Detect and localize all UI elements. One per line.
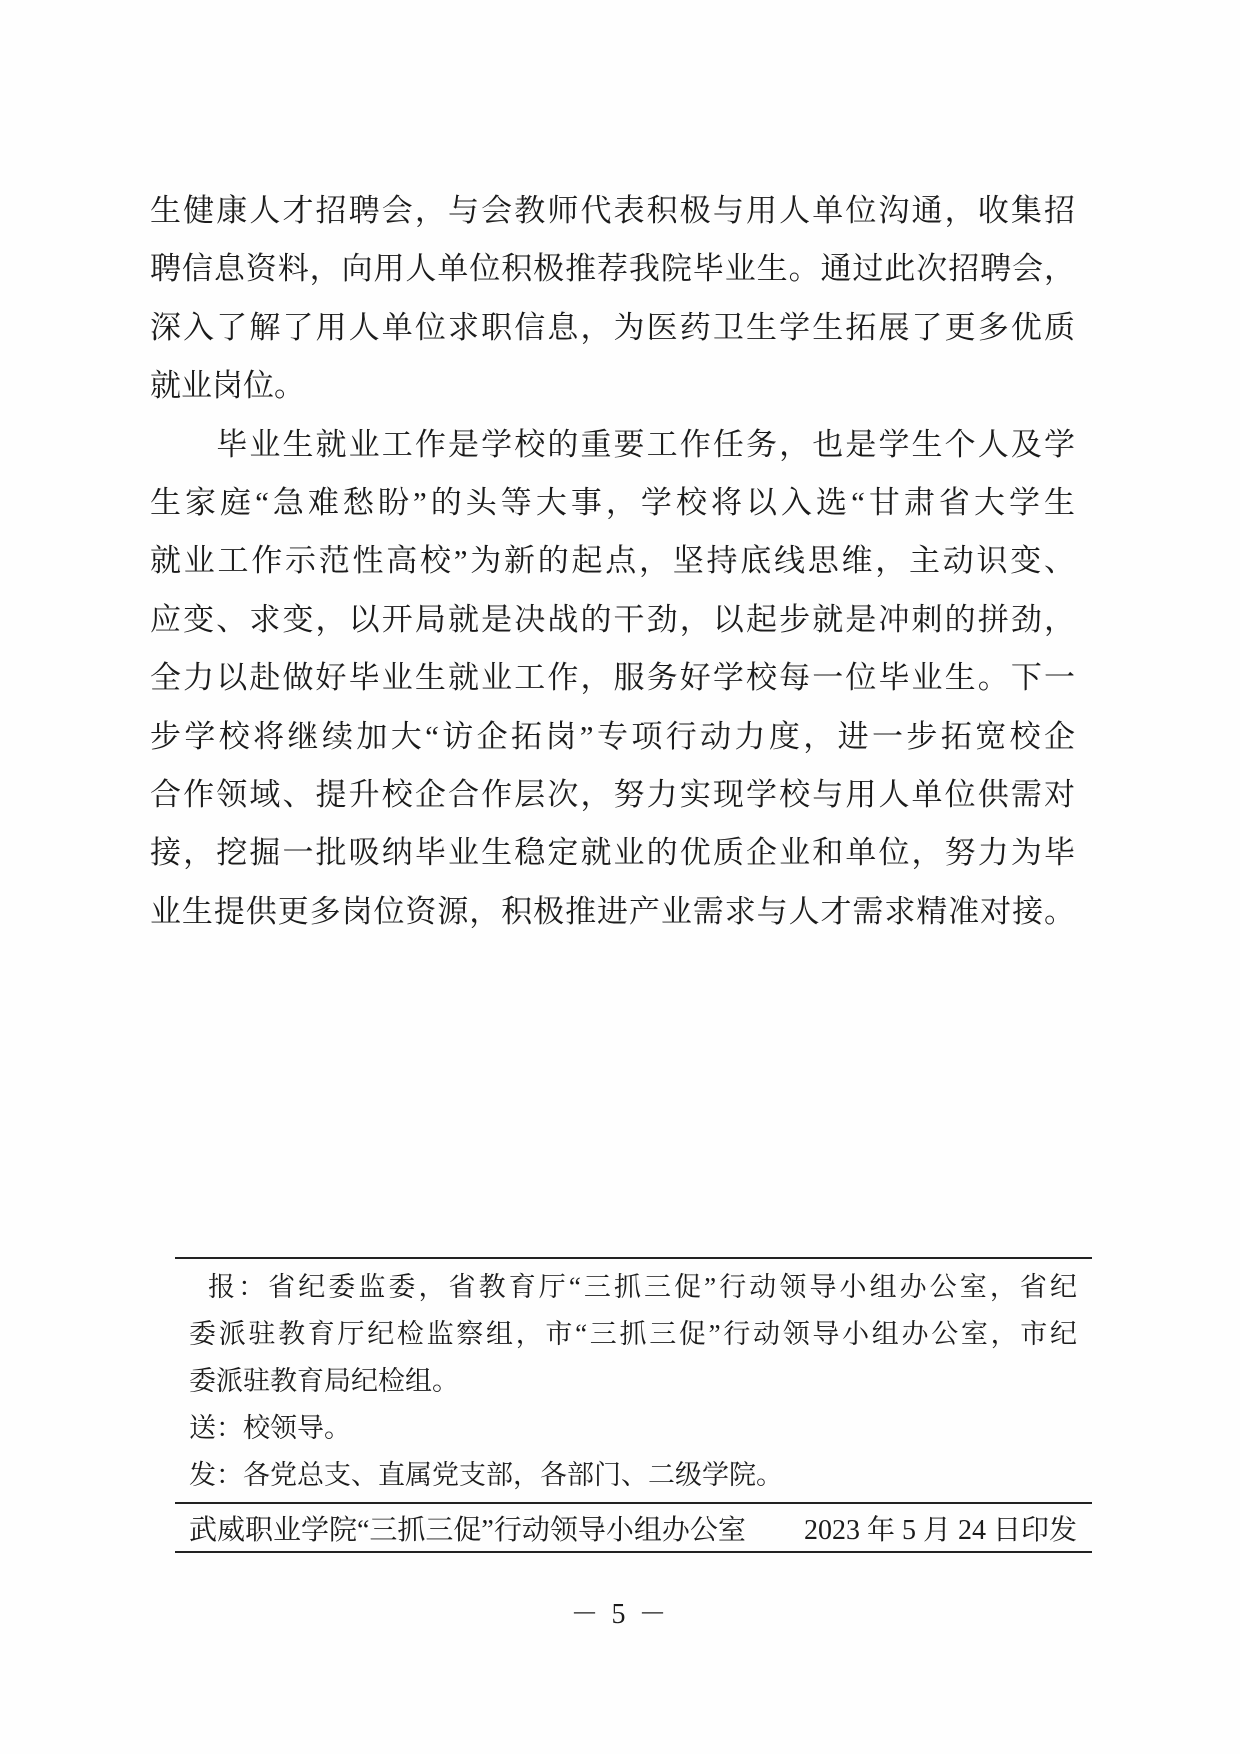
distribution-line: 委派驻教育厅纪检监察组，市“三抓三促”行动领导小组办公室，市纪 xyxy=(189,1319,1077,1349)
body-line: 接，挖掘一批吸纳毕业生稳定就业的优质企业和单位，努力为毕 xyxy=(150,835,1075,871)
body-line: 毕业生就业工作是学校的重要工作任务，也是学生个人及学 xyxy=(150,426,1075,462)
body-line: 就业工作示范性高校”为新的起点，坚持底线思维，主动识变、 xyxy=(150,543,1075,579)
distribution-line: 委派驻教育局纪检组。 xyxy=(189,1366,459,1396)
document-body xyxy=(150,182,1075,941)
distribution-line: 发：各党总支、直属党支部，各部门、二级学院。 xyxy=(189,1460,783,1490)
distribution-line: 报：省纪委监委，省教育厅“三抓三促”行动领导小组办公室，省纪 xyxy=(208,1272,1077,1302)
divider-bottom xyxy=(175,1551,1092,1553)
body-line: 生家庭“急难愁盼”的头等大事，学校将以入选“甘肃省大学生 xyxy=(150,485,1075,521)
issuing-office: 武威职业学院“三抓三促”行动领导小组办公室 xyxy=(189,1514,746,1546)
page-number: － 5 － xyxy=(570,1599,670,1630)
body-line: 业生提供更多岗位资源，积极推进产业需求与人才需求精准对接。 xyxy=(150,893,1075,929)
distribution-list xyxy=(175,1259,1092,1502)
issue-line xyxy=(175,1504,1092,1551)
body-line: 合作领域、提升校企合作层次，努力实现学校与用人单位供需对 xyxy=(150,777,1075,813)
print-date: 2023 年 5 月 24 日印发 xyxy=(803,1514,1077,1546)
body-line: 聘信息资料，向用人单位积极推荐我院毕业生。通过此次招聘会， xyxy=(150,251,1075,287)
body-line: 全力以赴做好毕业生就业工作，服务好学校每一位毕业生。下一 xyxy=(150,660,1075,696)
body-line: 深入了解了用人单位求职信息，为医药卫生学生拓展了更多优质 xyxy=(150,309,1075,345)
body-line: 应变、求变，以开局就是决战的干劲，以起步就是冲刺的拼劲， xyxy=(150,601,1075,637)
document-footer xyxy=(175,1257,1092,1553)
distribution-line: 送：校领导。 xyxy=(189,1413,351,1443)
body-line: 步学校将继续加大“访企拓岗”专项行动力度，进一步拓宽校企 xyxy=(150,718,1075,754)
body-line: 就业岗位。 xyxy=(150,368,305,404)
body-line: 生健康人才招聘会，与会教师代表积极与用人单位沟通，收集招 xyxy=(150,193,1075,228)
